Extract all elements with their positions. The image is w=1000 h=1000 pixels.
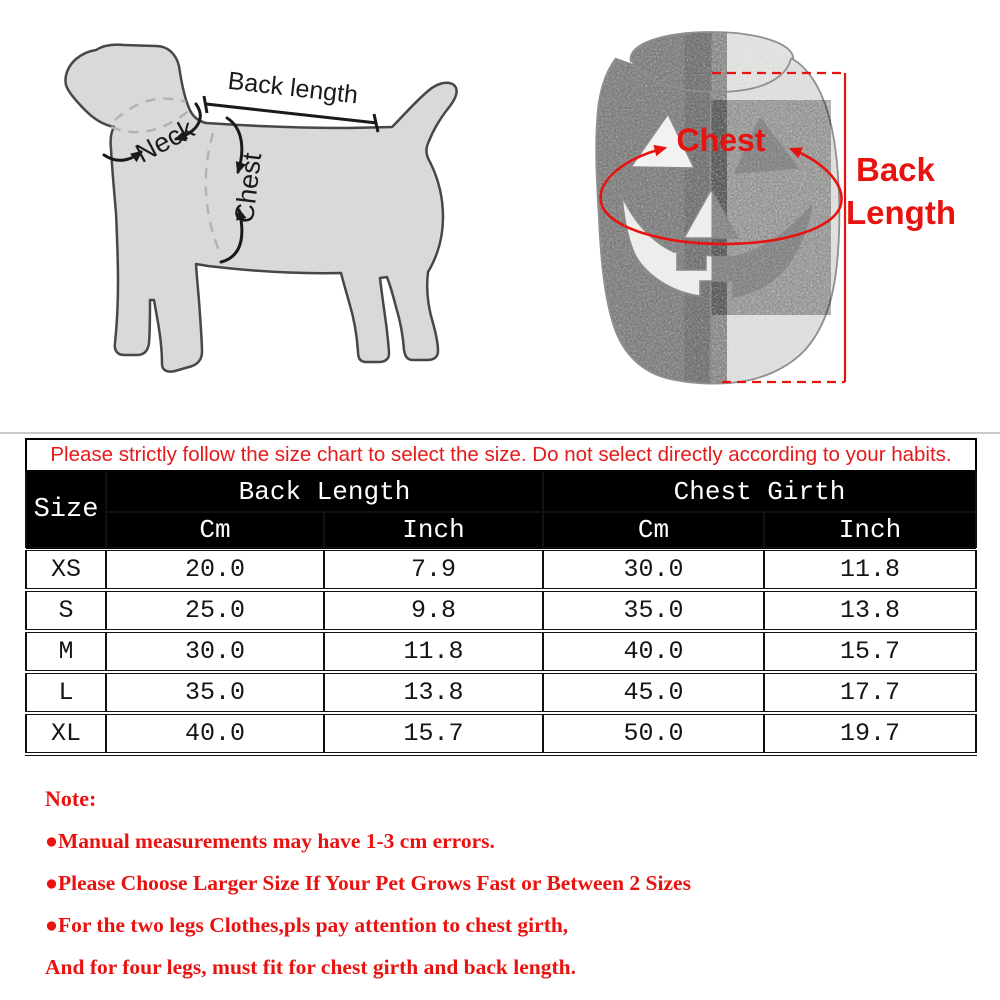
size-cell: XL <box>26 713 106 754</box>
table-row-xl <box>26 713 976 754</box>
chest-cm-cell: 35.0 <box>543 590 764 631</box>
table-row-l <box>26 672 976 713</box>
dog-neck-label: Neck <box>130 113 199 169</box>
dog-chest-label: Chest <box>228 151 268 225</box>
vest-back-label-line1: Back <box>856 151 935 188</box>
size-cell: M <box>26 631 106 672</box>
note-line: ●Please Choose Larger Size If Your Pet Grows Fast or Between 2 Sizes <box>45 871 691 895</box>
size-table <box>25 438 977 756</box>
dog-diagram <box>65 45 456 372</box>
back-inch-header: Inch <box>324 512 543 549</box>
chest-cm-cell: 40.0 <box>543 631 764 672</box>
back-inch-cell: 15.7 <box>324 713 543 754</box>
back-cm-cell: 30.0 <box>106 631 324 672</box>
vest-back-label-line2: Length <box>846 194 956 231</box>
chest-inch-cell: 11.8 <box>764 549 976 590</box>
size-cell: S <box>26 590 106 631</box>
chest-inch-header: Inch <box>764 512 976 549</box>
table-notice: Please strictly follow the size chart to select the size. Do not select directly according to your habits. <box>26 439 976 471</box>
table-notice-row <box>26 439 976 471</box>
note-line: ●For the two legs Clothes,pls pay attention to chest girth, <box>45 913 569 937</box>
section-divider <box>0 432 1000 434</box>
size-cell: L <box>26 672 106 713</box>
back-cm-cell: 20.0 <box>106 549 324 590</box>
chest-cm-cell: 50.0 <box>543 713 764 754</box>
chest-cm-cell: 45.0 <box>543 672 764 713</box>
back-inch-cell: 7.9 <box>324 549 543 590</box>
back-cm-cell: 40.0 <box>106 713 324 754</box>
vest-chest-label: Chest <box>676 122 766 158</box>
table-unit-header-row <box>26 512 976 549</box>
chest-cm-header: Cm <box>543 512 764 549</box>
back-inch-cell: 13.8 <box>324 672 543 713</box>
pumpkin-vest-diagram <box>560 15 982 395</box>
table-row-s <box>26 590 976 631</box>
back-length-header: Back Length <box>106 471 543 512</box>
chest-girth-header: Chest Girth <box>543 471 976 512</box>
chest-inch-cell: 13.8 <box>764 590 976 631</box>
back-cm-cell: 35.0 <box>106 672 324 713</box>
back-cm-cell: 25.0 <box>106 590 324 631</box>
back-inch-cell: 9.8 <box>324 590 543 631</box>
size-column-header: Size <box>26 471 106 549</box>
note-line: And for four legs, must fit for chest girth and back length. <box>45 955 576 979</box>
chest-inch-cell: 15.7 <box>764 631 976 672</box>
table-row-m <box>26 631 976 672</box>
note-line: ●Manual measurements may have 1-3 cm errors. <box>45 829 495 853</box>
notes-title: Note: <box>45 786 97 811</box>
chest-cm-cell: 30.0 <box>543 549 764 590</box>
dog-back-length-label: Back length <box>226 66 360 110</box>
back-inch-cell: 11.8 <box>324 631 543 672</box>
back-cm-header: Cm <box>106 512 324 549</box>
table-row-xs <box>26 549 976 590</box>
table-group-header-row <box>26 471 976 512</box>
chest-inch-cell: 17.7 <box>764 672 976 713</box>
notes-section <box>45 778 691 988</box>
chest-inch-cell: 19.7 <box>764 713 976 754</box>
measurement-diagrams <box>0 0 1000 437</box>
size-cell: XS <box>26 549 106 590</box>
